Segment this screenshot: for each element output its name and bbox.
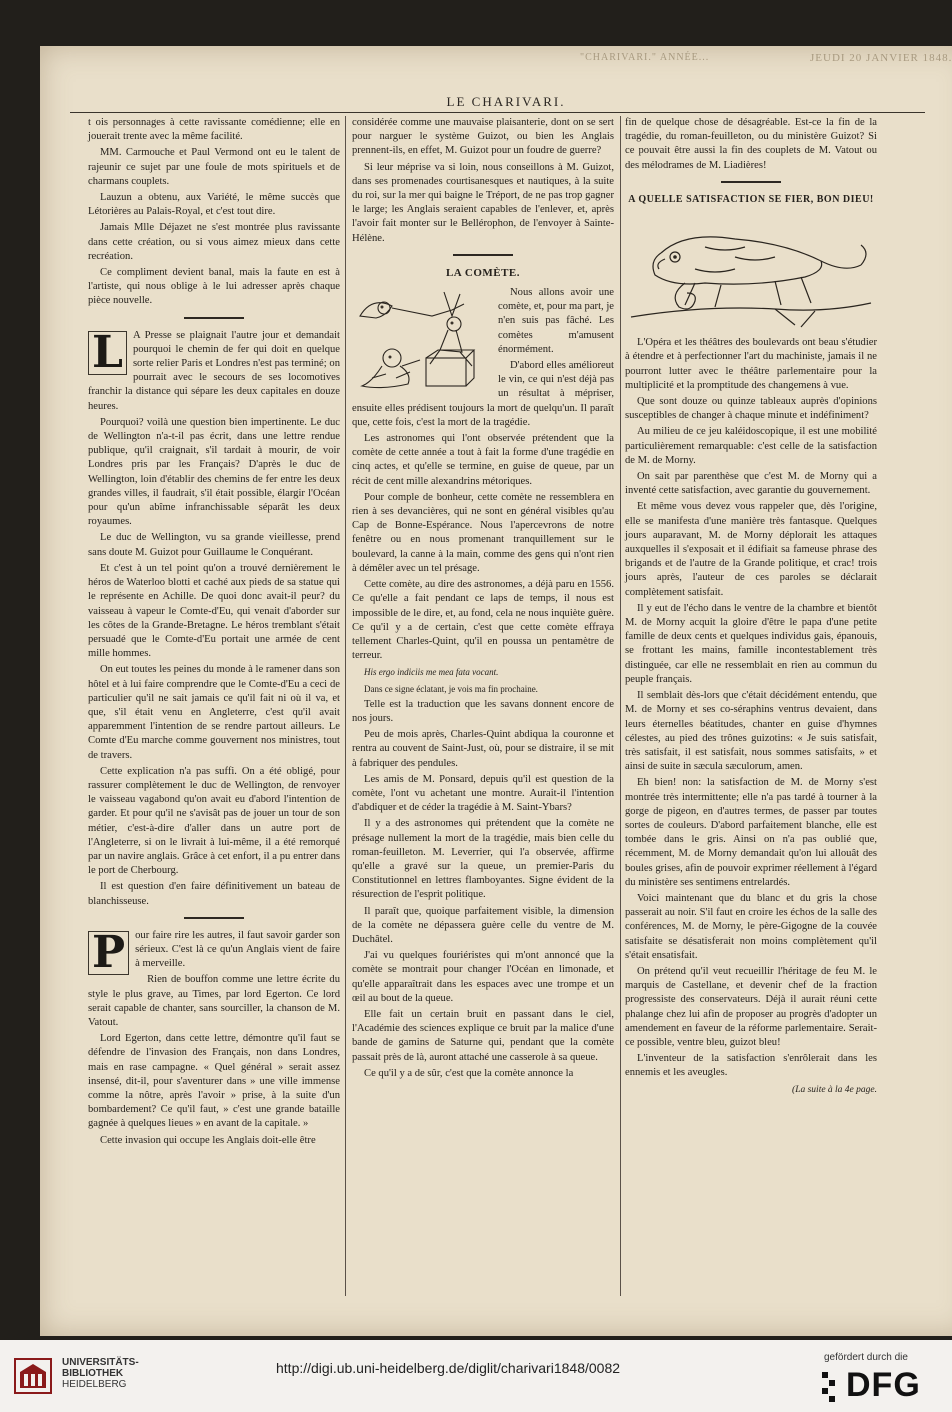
library-name: [62, 1357, 139, 1390]
section-separator: [184, 317, 244, 319]
col2-paragraph: Telle est la traduction que les savans donnent encore de nos jours.: [352, 698, 614, 724]
col3-paragraph: Que sont douze ou quinze tableaux auprès d'opinions susceptibles de changer à chaque minute et indéfiniment?: [625, 396, 877, 422]
library-line: UNIVERSITÄTS-: [62, 1357, 139, 1368]
col1-paragraph: On eut toutes les peines du monde à le ramener dans son hôtel et à lui faire comprendre que le Comte-d'Eu a ceci de particulier qu'il ne sait jamais ce qu'il fait ni où il va, et que, s'il était venu en Angleterre, c'est qu'il avait apparemment l'intention de se rendre partout ailleurs. Le Comte d'Eu marche comme gouvernent nos ministres, tout de travers.: [88, 664, 340, 761]
col2-paragraph: Si leur méprise va si loin, nous conseillons à M. Guizot, dans ses promenades courtisanesques et nautiques, à la suite du roi, sur la mer qui baigne le Tréport, de ne pas trop gagner le large; les Anglais seraient capables de l'enlever, et, après l'avoir fait monter sur le Bellérophon, de l'envoyer à Sainte-Hélène.: [352, 161, 614, 244]
column-divider-1: [345, 116, 346, 1296]
library-line: BIBLIOTHEK: [62, 1368, 124, 1379]
continued-note: (La suite à la 4e page.: [792, 1084, 877, 1095]
column-divider-2: [620, 116, 621, 1296]
header-rule: [70, 112, 925, 113]
col1-paragraph: Cette invasion qui occupe les Anglais doit-elle être: [100, 1134, 316, 1146]
university-library-logo-icon[interactable]: [14, 1358, 52, 1394]
col1-paragraph: A Presse se plaignait l'autre jour et demandait pourquoi le chemin de fer qui doit en quelque sorte relier Paris et Londres n'est pas terminé; on pourrait avec le secours de ses locomotives franchir la distance qui sépare les deux capitales en douze heures.: [88, 329, 340, 412]
dfg-logo[interactable]: DFG: [846, 1366, 921, 1404]
section-separator: [721, 181, 781, 183]
col2-paragraph: Peu de mois après, Charles-Quint abdiqua la couronne et rentra au couvent de Saint-Just, où, pour se distraire, il se mit à fabriquer des pendules.: [352, 729, 614, 769]
col1-paragraph: Lauzun a obtenu, aux Variété, le même succès que Létorières au Palais-Royal, et c'est tout dire.: [88, 192, 340, 218]
faint-header-right: JEUDI 20 JANVIER 1848.: [810, 52, 952, 64]
latin-quote: His ergo indiciis me mea fata vocant.: [364, 667, 499, 678]
col3-paragraph: Eh bien! non: la satisfaction de M. de Morny s'est montrée très intermittente; elle n'a pas tardé à tourner à la gorge de pigeon, en d'autres termes, de passer par toutes sortes de couleurs. D'abord parfaitement blanche, elle est tombée dans le gris. Ainsi on n'a pas oublié que, récemment, M. de Morny demandait qu'on lui allouât des boules grises, afin de pouvoir exprimer réellement à l'égard du ministère ses sentimens entrelardés.: [625, 777, 877, 888]
col3-paragraph: Il semblait dès-lors que c'était décidément entendu, que M. de Morny et ses co-séraphins ventrus devaient, dans leurs éternelles béatitudes, chanter en guise d'hymnes célestes, au pied des trônes guizotins: « Je suis satisfait, très satisfait, il est satisfait, nous sommes satisfaits, » et ainsi de suite in sæcula sæculorum, amen.: [625, 690, 877, 773]
col2-paragraph: Ce qu'il y a de sûr, c'est que la comète annonce la: [364, 1067, 574, 1079]
permalink-url[interactable]: http://digi.ub.uni-heidelberg.de/diglit/charivari1848/0082: [276, 1360, 621, 1376]
col1-paragraph: Pourquoi? voilà une question bien impertinente. Le duc de Wellington n'a-t-il pas écrit, dans une lettre rendue publique, qu'il craignait, s'il tardait à mourir, de voir Londres pris par les Français? D'après le duc de Wellington, loin d'établir des chemins de fer entre les deux grandes villes, il faudrait, s'il était possible, élargir l'Océan pour qu'un abîme infranchissable séparât les deux royaumes.: [88, 416, 340, 528]
col1-paragraph: Rien de bouffon comme une lettre écrite du style le plus grave, au Times, par lord Egerton. Ce lord serait capable de chanter, sans sourciller, la chanson de M. Vatout.: [88, 974, 340, 1028]
col3-paragraph: L'inventeur de la satisfaction s'enrôlerait dans les ennemis et les aveugles.: [625, 1053, 877, 1079]
col1-paragraph: t ois personnages à cette ravissante comédienne; elle en jouerait trente avec la même facilité.: [88, 117, 340, 143]
viewer-footer: [0, 1340, 952, 1412]
masthead-title: LE CHARIVARI.: [446, 94, 566, 109]
col3-paragraph: L'Opéra et les théâtres des boulevards ont beau s'étudier à étendre et à perfectionner l'art du machiniste, jamais il ne pourront lutter avec le théâtre parlementaire pour la multiplicité et la promptitude des changemens à vue.: [625, 337, 877, 391]
col2-paragraph: Pour comple de bonheur, cette comète ne ressemblera en rien à ses devancières, qui ne sont en général visibles qu'au Cap de Bonne-Espérance. Nous l'apercevrons de notre fenêtre ou en nous promenant tranquillement sur le boulevard, la canne à la main, comme des gens qui n'ont rien à démêler avec un tel présage.: [352, 491, 614, 574]
drop-cap-p: P: [88, 931, 129, 975]
chameleon-caricature-illustration: [625, 213, 875, 331]
col1-paragraph: Il est question d'en faire définitivement un bateau de blanchisseuse.: [88, 881, 340, 907]
col1-paragraph: our faire rire les autres, il faut savoir garder son sérieux. C'est là ce qu'un Anglais vient de faire à merveille.: [135, 929, 340, 970]
col1-paragraph: Ce compliment devient banal, mais la faute en est à l'artiste, qui nous oblige à le lui adresser après chaque pièce nouvelle.: [88, 267, 340, 307]
col1-paragraph: Cette explication n'a pas suffi. On a été obligé, pour rassurer complètement le duc de Wellington, de renvoyer le vaisseau vagabond qu'on avait eu d'abord l'intention de garder. Et pour qu'il ne s'avisât pas de jouer un tour de son métier, c'est-à-dire d'aller dans un autre port de l'Angleterre, si on le livrait à lui-même, il a été remorqué par un navire anglais. Grâce à cet enfort, il a pu entrer dans le port de Cherbourg.: [88, 765, 340, 877]
library-line: HEIDELBERG: [62, 1379, 127, 1390]
col1-paragraph: Jamais Mlle Déjazet ne s'est montrée plus ravissante dans cette création, ou si vous aimez mieux dans cette recréation.: [88, 222, 340, 262]
comet-caricature-illustration: [352, 286, 492, 398]
column-2: [352, 116, 614, 1083]
section-title-satisfaction: A QUELLE SATISFACTION SE FIER, BON DIEU!: [628, 193, 874, 205]
col2-paragraph: Les astronomes qui l'ont observée prétendent que la comète de cette année a tout à fait la forme d'une tragédie en cinq actes, et qu'elle se termine, en guise de queue, par un récit de cent mille alexandrins métoriques.: [352, 433, 614, 487]
col2-paragraph: Il y a des astronomes qui prétendent que la comète ne présage nullement la mort de la tragédie, mais bien celle du roman-feuilleton. M. Leverrier, qui l'a observée, affirme qu'elle a gravé sur la queue, un premier-Paris du Constitutionnel en lettres flamboyantes. Signe évident de la résurection de l'esprit politique.: [352, 818, 614, 901]
newspaper-page: [40, 46, 952, 1336]
col3-paragraph: On prétend qu'il veut recueillir l'héritage de feu M. le marquis de Castellane, et devenir chef de la fraction progressiste des conservateurs. Déjà il aurait réuni cette phalange chez lui afin de proposer au progrès d'adopter un amendement en faveur de la réforme parlementaire. Serait-ce possible, ventre bleu, guizot bleu!: [625, 965, 877, 1048]
col1-paragraph: Le duc de Wellington, vu sa grande vieillesse, prend sans doute M. Guizot pour Guillaume le Conquérant.: [88, 532, 340, 558]
column-1: [88, 116, 340, 1150]
section-separator: [184, 917, 244, 919]
funded-by-label: gefördert durch die: [824, 1352, 908, 1363]
col2-paragraph: Les amis de M. Ponsard, depuis qu'il est question de la comète, l'ont vu achetant une montre. Aurait-il l'intention d'abdiquer et de céder la tragédie à M. Saint-Ybars?: [352, 773, 614, 814]
section-title-comete: LA COMÈTE.: [445, 266, 521, 279]
col2-paragraph: Elle fait un certain bruit en passant dans le ciel, l'Académie des sciences explique ce bruit par la malice d'une bande de gamins de Saturne qui, pendant que la comète passait près de là, auront attaché une casserole à sa queue.: [352, 1008, 614, 1063]
col1-paragraph: Et c'est à un tel point qu'on a trouvé dernièrement le héros de Waterloo blotti et caché aux pieds de sa statue qui le représente en Achille. De quoi donc avait-il peur? du vaisseau à vapeur le Comte-d'Eu, qui venait d'aborder sur les côtes de la Grande-Bretagne. Le héros tremblant s'était persuadé que le Comte-d'Eu portait une armée de cent mille hommes.: [88, 562, 340, 660]
section-separator: [453, 254, 513, 256]
quote-translation: Dans ce signe éclatant, je vois ma fin prochaine.: [364, 683, 538, 694]
col3-paragraph: Et même vous devez vous rappeler que, dès l'origine, elle se manifesta d'une manière très fantasque. Quelques jours auparavant, M. de Morny déplorait les attaques auxquelles il s'exposait et il édifiait sa fameuse phrase des brigands et de l'autre de la Grande politique, et crac! trois jours après, l'auteur de ces paroles se déclarait complètement satisfait.: [625, 501, 877, 598]
col2-paragraph: Il paraît que, quoique parfaitement visible, la dimension de la comète ne dépassera guère celle du ventre de M. Duchâtel.: [352, 905, 614, 945]
col1-paragraph: Lord Egerton, dans cette lettre, démontre qu'il faut se défendre de l'invasion des Français, non dans Londres, mais en rase campagne. « Quel général » serait assez insensé, dit-il, pour s'aventurer dans » une ville immense comme la nôtre, après l'avoir » prise, à la suite d'un bombardement? Ce qu'il faut, » c'est une grande bataille gagnée à quelques lieues » en avant de la capitale. »: [88, 1033, 340, 1130]
dfg-mark-icon: [822, 1372, 842, 1402]
faint-header-left: "CHARIVARI." ANNÉE...: [580, 52, 710, 63]
col1-paragraph: MM. Carmouche et Paul Vermond ont eu le talent de rajeunir ce sujet par une foule de mots spirituels et de charmans couplets.: [88, 147, 340, 187]
col2-paragraph: considérée comme une mauvaise plaisanterie, dont on se sert pour narguer le système Guizot, ou bien les Anglais prennent-ils, en effet, M. Guizot pour un foudre de guerre?: [352, 117, 614, 157]
col3-paragraph: Il y eut de l'écho dans le ventre de la chambre et bientôt M. de Morny acquit la gloire d'être le papa d'une petite famille de deux cents et quelques individus gais, épanouis, se frottant les mains, famille incontestablement très distinguée, car elle ne ressemblait en rien au commun du peuple français.: [625, 602, 877, 685]
col2-paragraph: J'ai vu quelques fouriéristes qui m'ont annoncé que la comète se montrait pour changer l'Océan en limonade, et qu'elle apparaîtrait dans les espaces avec une trompe et un œil au bout de la queue.: [352, 950, 614, 1004]
col2-paragraph: Cette comète, au dire des astronomes, a déjà paru en 1556. Ce qu'elle a fait pendant ce laps de temps, il nous est impossible de le dire, et, au fond, cela ne nous inquiète guère. Ce qu'il y a de certain, c'est que cette comète effraya tellement Charles-Quint, qu'il en poussa un pentamètre de terreur.: [352, 579, 614, 662]
col3-paragraph: fin de quelque chose de désagréable. Est-ce la fin de la tragédie, du roman-feuilleton, ou du ministère Guizot? Si ce pouvait être aussi la fin des couplets de M. Vatout ou des mélodrames de M. Liadières!: [625, 117, 877, 171]
column-3: [625, 116, 877, 1099]
col3-paragraph: Voici maintenant que du blanc et du gris la chose passerait au noir. S'il faut en croire les échos de la salle des conférences, M. de Morny, le père-Gigogne de la couvée satisfaite se désatisferait non moins complètement qu'il s'était ensatisfait.: [625, 892, 877, 961]
col3-paragraph: On sait par parenthèse que c'est M. de Morny qui a inventé cette satisfaction, avec garantie du gouvernement.: [625, 471, 877, 497]
col2-paragraph: Nous allons avoir une comète, et, pour ma part, je n'en suis pas fâché. Les comètes m'amusent énormément.: [498, 287, 614, 355]
drop-cap-l: L: [88, 331, 127, 375]
col2-paragraph: D'abord elles amélioreut le vin, ce qui n'est déjà pas un résultat à mépriser, ensuite elles prédisent toujours la mort de quelqu'un. Il paraît que, cette fois, c'est la mort de la tragédie.: [352, 360, 614, 428]
col3-paragraph: Au milieu de ce jeu kaléidoscopique, il est une mobilité particulièrement remarquable: c'est celle de la satisfaction de M. de Morny.: [625, 426, 877, 466]
